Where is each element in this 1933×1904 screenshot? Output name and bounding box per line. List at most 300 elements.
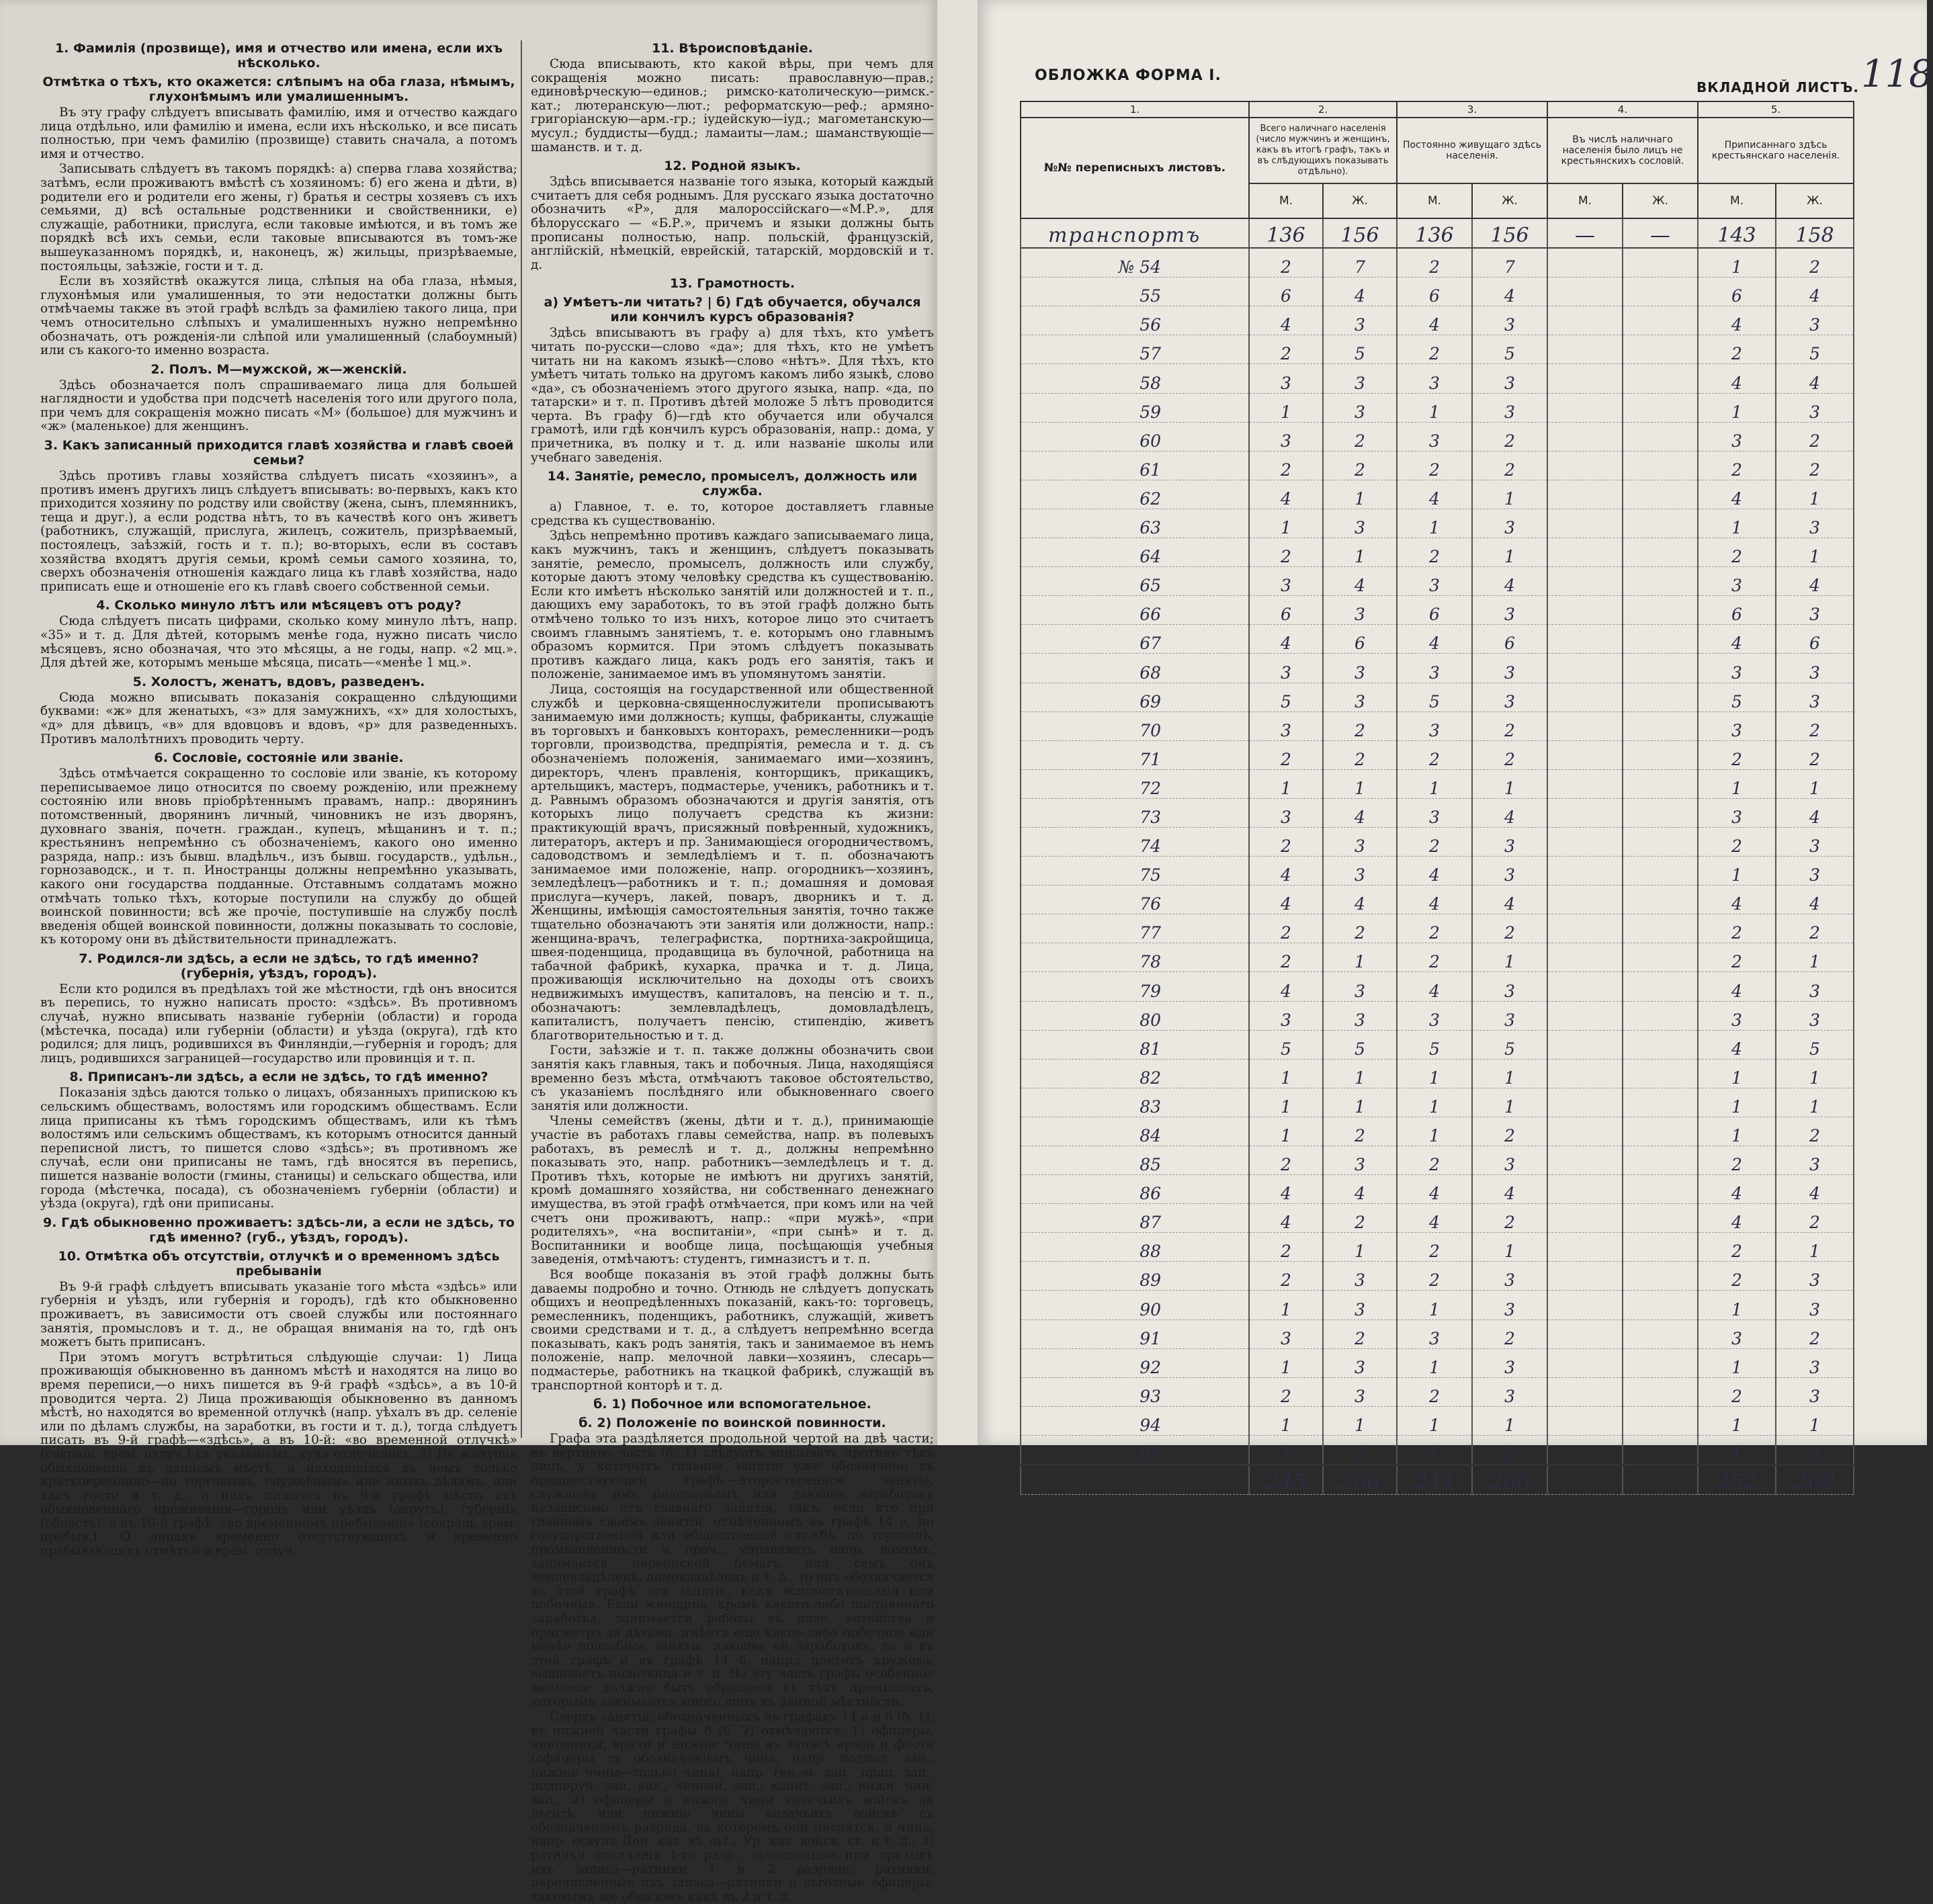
- col3-male-header: М.: [1397, 183, 1472, 218]
- count-cell-m5: 4: [1698, 1030, 1776, 1059]
- handwritten-page-number: 118: [1861, 52, 1933, 96]
- count-cell-m2: 3: [1249, 1319, 1323, 1348]
- count-cell-m3: 3: [1397, 654, 1472, 683]
- table-row: [1021, 1406, 1854, 1435]
- paper-insert-strip: [937, 0, 978, 1445]
- count-cell-m3: 2: [1397, 335, 1472, 364]
- count-cell-f2: 1: [1323, 943, 1397, 972]
- count-cell-f2: 2: [1323, 914, 1397, 943]
- count-cell-f5: 1: [1776, 943, 1854, 972]
- count-cell-f5: 2: [1776, 740, 1854, 769]
- count-cell-m5: 1: [1698, 1348, 1776, 1377]
- table-row: [1021, 306, 1854, 335]
- sheet-number-cell: 67: [1021, 625, 1249, 654]
- count-cell-f4: [1623, 567, 1698, 596]
- count-cell-f5: 3: [1776, 857, 1854, 885]
- table-row: [1021, 1348, 1854, 1377]
- count-cell-m2: 3: [1249, 798, 1323, 827]
- count-cell-f4: [1623, 943, 1698, 972]
- table-row: [1021, 798, 1854, 827]
- count-cell-f5: 6: [1776, 625, 1854, 654]
- sheet-number-cell: 61: [1021, 451, 1249, 480]
- count-cell-m2: 4: [1249, 306, 1323, 335]
- sheet-number-cell: 87: [1021, 1204, 1249, 1233]
- table-row: [1021, 422, 1854, 451]
- count-cell-f2: 5: [1323, 1030, 1397, 1059]
- count-cell-m4: [1547, 538, 1623, 567]
- count-cell-f2: 2: [1323, 740, 1397, 769]
- table-row: [1021, 1175, 1854, 1204]
- table-row: [1021, 1204, 1854, 1233]
- count-cell-f2: 1: [1323, 480, 1397, 509]
- count-cell-m2: 4: [1249, 972, 1323, 1001]
- count-cell-f3: 1: [1472, 1088, 1547, 1117]
- table-row: [1021, 1146, 1854, 1175]
- count-cell-m4: [1547, 1059, 1623, 1088]
- count-cell-f4: [1623, 393, 1698, 422]
- table-row: [1021, 1059, 1854, 1088]
- count-cell-f2: 5: [1323, 335, 1397, 364]
- count-cell-f3: 1: [1472, 480, 1547, 509]
- col2-male-header: М.: [1249, 183, 1323, 218]
- count-cell-m4: —: [1547, 218, 1623, 248]
- count-cell-m5: 1: [1698, 769, 1776, 798]
- sheet-number-cell: 68: [1021, 654, 1249, 683]
- count-cell-m4: [1547, 1435, 1623, 1465]
- table-row: [1021, 1001, 1854, 1030]
- section-heading: 8. Приписанъ-ли здѣсь, а если не здѣсь, то гдѣ именно?: [69, 1070, 488, 1085]
- count-cell-m3: 3: [1397, 711, 1472, 740]
- count-cell-m4: [1547, 335, 1623, 364]
- instruction-paragraph: Здѣсь вписывается названіе того языка, который каждый считаетъ для себя роднымъ. Для русскаго языка достаточно обозначить «Р», для малороссійскаго—«М.Р.», для бѣлорусскаго — «Б.Р.», причемъ и языки должны быть прописаны полностью, напр. польскій, французскій, англійскій, нѣмецкій, еврейскій, татарскій, мордовскій и т. д.: [531, 175, 934, 272]
- sheet-number-cell: 58: [1021, 364, 1249, 393]
- col4-number: 4.: [1547, 101, 1698, 118]
- count-cell-m2: 1: [1249, 509, 1323, 537]
- col1-number: 1.: [1021, 101, 1249, 118]
- count-cell-f4: [1623, 1088, 1698, 1117]
- count-cell-m5: 3: [1698, 654, 1776, 683]
- count-cell-m2: 5: [1249, 1030, 1323, 1059]
- count-cell-m2: 1: [1249, 1348, 1323, 1377]
- count-cell-m5: 1: [1698, 1117, 1776, 1145]
- count-cell-m4: [1547, 509, 1623, 537]
- count-cell-m3: 3: [1397, 1319, 1472, 1348]
- count-cell-f5: 1: [1776, 1059, 1854, 1088]
- count-cell-m3: 4: [1397, 1175, 1472, 1204]
- count-cell-f3: 3: [1472, 509, 1547, 537]
- count-cell-m2: 2: [1249, 1377, 1323, 1406]
- sheet-number-cell: 60: [1021, 422, 1249, 451]
- count-cell-m3: 2: [1397, 914, 1472, 943]
- count-cell-f5: 5: [1776, 335, 1854, 364]
- count-cell-f5: 2: [1776, 914, 1854, 943]
- count-cell-m3: 2: [1397, 1233, 1472, 1262]
- sheet-number-cell: 81: [1021, 1030, 1249, 1059]
- col5-male-header: М.: [1698, 183, 1776, 218]
- count-cell-m4: [1547, 1291, 1623, 1319]
- instruction-paragraph: Въ 9-й графѣ слѣдуетъ вписывать указаніе того мѣста «здѣсь» или губернія и уѣздъ, или губернія и городъ), гдѣ кто обыкновенно проживаетъ, въ зависимости отъ своей службы или постояннаго занятія, промысловъ и т. д., не обращая вниманія на то, гдѣ онъ можетъ быть приписанъ.: [40, 1279, 517, 1350]
- total-cell-m4: [1547, 1465, 1623, 1495]
- count-cell-m5: 4: [1698, 364, 1776, 393]
- count-cell-m2: 2: [1249, 914, 1323, 943]
- count-cell-f5: 3: [1776, 654, 1854, 683]
- count-cell-f5: 2: [1776, 1319, 1854, 1348]
- count-cell-m2: 3: [1249, 567, 1323, 596]
- count-cell-m2: 1: [1249, 1435, 1323, 1465]
- count-cell-m4: [1547, 1348, 1623, 1377]
- count-cell-f4: [1623, 914, 1698, 943]
- count-cell-f3: 3: [1472, 827, 1547, 856]
- count-cell-f3: 3: [1472, 596, 1547, 625]
- count-cell-f2: 3: [1323, 857, 1397, 885]
- count-cell-m3: 1: [1397, 1406, 1472, 1435]
- sheet-number-cell: 91: [1021, 1319, 1249, 1348]
- count-cell-m3: 3: [1397, 567, 1472, 596]
- count-cell-f2: 4: [1323, 798, 1397, 827]
- count-cell-f3: 1: [1472, 538, 1547, 567]
- sheet-number-cell: 64: [1021, 538, 1249, 567]
- count-cell-f3: 2: [1472, 451, 1547, 480]
- instruction-paragraph: Сюда вписывають, кто какой вѣры, при чемъ для сокращенія можно писать: православную—прав.; единовѣрческую—единов.; римско-католическую—римск.-кат.; лютеранскую—лют.; реформатскую—реф.; армяно-григоріанскую—арм.-гр.; іудейскую—іуд.; магометанскую—мусул.; буддисты—будд.; ламаиты—лам.; шаманствующіе—шаманств. и т. д.: [531, 57, 934, 155]
- sheet-number-cell: 59: [1021, 393, 1249, 422]
- count-cell-m2: 6: [1249, 277, 1323, 306]
- table-row: [1021, 1319, 1854, 1348]
- total-cell-m3: 244: [1397, 1465, 1472, 1495]
- instruction-paragraph: Здѣсь непремѣнно противъ каждаго записываемаго лица, какъ мужчинъ, такъ и женщинъ, слѣдуетъ показывать занятіе, ремесло, промыселъ, должность или службу, которые даютъ этому человѣку средства къ существованію. Если кто имѣетъ нѣсколько занятій или должностей и т. п., дающихъ ему заработокъ, то въ этой графѣ должно быть отмѣчено только то изъ нихъ, которое лицо это считаетъ своимъ главнымъ занятіемъ, т. е. которымъ оно главнымъ образомъ кормится. При этомъ слѣдуетъ показывать противъ каждаго лица, какъ родъ его занятія, такъ и положеніе, занимаемое имъ въ упомянутомъ занятіи.: [531, 529, 934, 682]
- count-cell-m4: [1547, 654, 1623, 683]
- count-cell-m2: 3: [1249, 711, 1323, 740]
- count-cell-f3: 5: [1472, 335, 1547, 364]
- col4-female-header: Ж.: [1623, 183, 1698, 218]
- count-cell-m5: 1: [1698, 857, 1776, 885]
- count-cell-f2: 4: [1323, 277, 1397, 306]
- count-cell-m2: 1: [1249, 1291, 1323, 1319]
- table-row: [1021, 914, 1854, 943]
- count-cell-m4: [1547, 1406, 1623, 1435]
- count-cell-f3: 2: [1472, 1319, 1547, 1348]
- count-cell-m5: 2: [1698, 335, 1776, 364]
- count-cell-f4: [1623, 740, 1698, 769]
- count-cell-m5: 1: [1698, 248, 1776, 277]
- count-cell-f2: 3: [1323, 1262, 1397, 1291]
- count-cell-f3: 3: [1472, 1146, 1547, 1175]
- count-cell-f2: 4: [1323, 1175, 1397, 1204]
- col2-header: Всего наличнаго населенія (число мужчинъ и женщинъ, какъ въ итогѣ графъ, такъ и въ слѣдующихъ показывать отдѣльно).: [1249, 118, 1397, 183]
- count-cell-m2: 3: [1249, 364, 1323, 393]
- count-cell-f5: 3: [1776, 1291, 1854, 1319]
- instruction-paragraph: Лица, состоящія на государственной или общественной службѣ и церковна-священнослужители прописываютъ занимаемую ими должность; купцы, фабриканты, служащіе въ торговыхъ и банковыхъ конторахъ, ремесленники—родъ торговли, производства, предпріятія, ремесла и т. д. съ обозначеніемъ положенія, занимаемаго ими—хозяинъ, директоръ, членъ правленія, конторщикъ, прикащикъ, артельщикъ, мастеръ, подмастерье, ученикъ, работникъ и т. д. Равнымъ образомъ обозначаются и другія занятія, отъ которыхъ лицо получаетъ средства къ жизни: практикующій врачъ, присяжный повѣренный, художникъ, литераторъ, актеръ и пр. Занимающіеся огородничествомъ, садоводствомъ и земледѣліемъ и т. п. обозначаютъ занимаемое ими положеніе, напр. огородникъ—хозяинъ, земледѣлецъ—работникъ и т. п.; домашняя и домовая прислуга—кучеръ, лакей, поваръ, дворникъ и т. д. Женщины, имѣющія самостоятельныя занятія, точно также тщательно обозначаютъ эти занятія или должности, напр.: женщина-врачъ, телеграфистка, портниха-закройщица, швея-поденщица, продавщица въ булочной, работница на табачной фабрикѣ, кухарка, прачка и т. д. Лица, проживающія исключительно на доходы отъ своихъ недвижимыхъ имуществъ, капиталовъ, на пенсію и т. п., обозначаютъ: землевладѣлецъ, домовладѣлецъ, капиталистъ, получаетъ пенсію, стипендію, живетъ благотворительностью и т. д.: [531, 682, 934, 1043]
- count-cell-f2: 1: [1323, 769, 1397, 798]
- count-cell-f4: [1623, 364, 1698, 393]
- table-row: [1021, 509, 1854, 537]
- count-cell-f4: [1623, 1233, 1698, 1262]
- count-cell-m4: [1547, 943, 1623, 972]
- count-cell-f2: 3: [1323, 1291, 1397, 1319]
- count-cell-f2: 2: [1323, 422, 1397, 451]
- count-cell-m3: 1: [1397, 1117, 1472, 1145]
- count-cell-m3: 4: [1397, 625, 1472, 654]
- count-cell-m5: 4: [1698, 885, 1776, 914]
- count-cell-f5: 3: [1776, 1348, 1854, 1377]
- instructions-column-1: [40, 37, 517, 1559]
- sheet-number-cell: 66: [1021, 596, 1249, 625]
- count-cell-f5: 4: [1776, 885, 1854, 914]
- total-cell-f2: 266: [1323, 1465, 1397, 1495]
- count-cell-m2: 2: [1249, 538, 1323, 567]
- count-cell-f3: 3: [1472, 1348, 1547, 1377]
- count-cell-f2: 3: [1323, 1001, 1397, 1030]
- count-cell-f5: 3: [1776, 393, 1854, 422]
- count-cell-f5: 2: [1776, 248, 1854, 277]
- instruction-paragraph: Здѣсь противъ главы хозяйства слѣдуетъ писать «хозяинъ», а противъ именъ другихъ лицъ слѣдуетъ вписывать: во-первыхъ, какъ кто приходится хозяину по родству или свойству (жена, сынъ, племянникъ, теща и друг.), а если родства нѣтъ, то въ качествѣ кого онъ живетъ (работникъ, служащій, прислуга, жилецъ, сожитель, призрѣваемый, постоялецъ, заѣзжій, гость и т. п.); во-вторыхъ, если въ составъ хозяйства входятъ другія семьи, кромѣ семьи самого хозяина, то, сверхъ обозначенія отношенія каждаго лица къ главѣ хозяйства, надо приписать еще и отношеніе его къ главѣ своего собственной семьи.: [40, 469, 517, 594]
- count-cell-m4: [1547, 1233, 1623, 1262]
- count-cell-f5: 3: [1776, 827, 1854, 856]
- count-cell-f2: 3: [1323, 1348, 1397, 1377]
- count-cell-m2: 3: [1249, 422, 1323, 451]
- count-cell-f5: 3: [1776, 1377, 1854, 1406]
- sheet-number-cell: 79: [1021, 972, 1249, 1001]
- count-cell-f2: 2: [1323, 1435, 1397, 1465]
- col1-header: №№ переписныхъ листовъ.: [1021, 118, 1249, 218]
- count-cell-m5: 2: [1698, 914, 1776, 943]
- count-cell-f3: 2: [1472, 914, 1547, 943]
- count-cell-f3: 156: [1472, 218, 1547, 248]
- sheet-number-cell: 57: [1021, 335, 1249, 364]
- count-cell-f2: 2: [1323, 451, 1397, 480]
- instructions-page: [0, 0, 937, 1904]
- count-cell-f4: [1623, 769, 1698, 798]
- count-cell-f5: 3: [1776, 1146, 1854, 1175]
- table-row: [1021, 248, 1854, 277]
- count-cell-f3: 3: [1472, 306, 1547, 335]
- sheet-number-cell: транспортъ: [1021, 218, 1249, 248]
- count-cell-f5: 4: [1776, 798, 1854, 827]
- count-cell-m2: 6: [1249, 596, 1323, 625]
- section-heading: Отмѣтка о тѣхъ, кто окажется: слѣпымъ на оба глаза, нѣмымъ, глухонѣмымъ или умалишеннымъ.: [42, 75, 515, 104]
- sheet-number-cell: 90: [1021, 1291, 1249, 1319]
- count-cell-m4: [1547, 914, 1623, 943]
- count-cell-m3: 1: [1397, 769, 1472, 798]
- count-cell-f5: 2: [1776, 1435, 1854, 1465]
- count-cell-m2: 2: [1249, 740, 1323, 769]
- count-cell-f4: [1623, 683, 1698, 711]
- count-cell-m2: 136: [1249, 218, 1323, 248]
- count-cell-m3: 2: [1397, 740, 1472, 769]
- count-cell-m5: 3: [1698, 711, 1776, 740]
- count-cell-m5: 1: [1698, 1088, 1776, 1117]
- total-cell-f3: 266: [1472, 1465, 1547, 1495]
- count-cell-f4: [1623, 1001, 1698, 1030]
- table-row: [1021, 277, 1854, 306]
- count-cell-f3: 3: [1472, 857, 1547, 885]
- total-cell-sheet: [1021, 1465, 1249, 1495]
- count-cell-f4: [1623, 827, 1698, 856]
- count-cell-m3: 1: [1397, 1059, 1472, 1088]
- count-cell-f4: [1623, 1348, 1698, 1377]
- sheet-number-cell: 88: [1021, 1233, 1249, 1262]
- count-cell-m3: 6: [1397, 277, 1472, 306]
- count-cell-m5: 1: [1698, 1059, 1776, 1088]
- sheet-number-cell: 65: [1021, 567, 1249, 596]
- table-row: [1021, 1117, 1854, 1145]
- count-cell-m2: 4: [1249, 1175, 1323, 1204]
- count-cell-f4: [1623, 625, 1698, 654]
- count-cell-f4: [1623, 422, 1698, 451]
- count-cell-f5: 2: [1776, 1204, 1854, 1233]
- table-row: [1021, 683, 1854, 711]
- table-row: [1021, 885, 1854, 914]
- sheet-number-cell: 56: [1021, 306, 1249, 335]
- count-cell-m3: 1: [1397, 509, 1472, 537]
- count-cell-f4: [1623, 509, 1698, 537]
- count-cell-f3: 4: [1472, 885, 1547, 914]
- count-cell-m4: [1547, 1319, 1623, 1348]
- count-cell-f5: 3: [1776, 1001, 1854, 1030]
- table-row: [1021, 1088, 1854, 1117]
- count-cell-f3: 3: [1472, 364, 1547, 393]
- count-cell-f4: [1623, 306, 1698, 335]
- count-cell-f4: [1623, 1377, 1698, 1406]
- count-cell-m5: 1: [1698, 509, 1776, 537]
- section-heading: 1. Фамилія (прозвище), имя и отчество или имена, если ихъ нѣсколько.: [54, 41, 503, 71]
- count-cell-f5: 3: [1776, 306, 1854, 335]
- instruction-paragraph: а) Главное, т. е. то, которое доставляетъ главные средства къ существованію.: [531, 500, 934, 528]
- count-cell-f2: 1: [1323, 1406, 1397, 1435]
- table-row: [1021, 393, 1854, 422]
- sheet-number-cell: 94: [1021, 1406, 1249, 1435]
- count-cell-m2: 4: [1249, 1204, 1323, 1233]
- table-row: [1021, 769, 1854, 798]
- count-cell-f3: 3: [1472, 1377, 1547, 1406]
- instruction-paragraph: Члены семействъ (жены, дѣти и т. д.), принимающіе участіе въ работахъ главы семейства, напр. въ полевыхъ работахъ, въ ремеслѣ и т. д., должны непремѣнно показывать это, напр. работникъ—земледѣлецъ и т. д. Противъ тѣхъ, которые не имѣютъ ни другихъ занятій, кромѣ домашняго хозяйства, ни собственнаго денежнаго имущества, въ этой графѣ отмѣчается, при комъ или на чей счетъ они проживаютъ, напр.: «при мужѣ», «при родителяхъ», «на воспитаніи», «при сынѣ» и т. д. Воспитанники и вообще лица, посѣщающія учебныя заведенія, отмѣчаютъ: студентъ, гимназистъ и т. п.: [531, 1114, 934, 1267]
- sheet-number-cell: 83: [1021, 1088, 1249, 1117]
- count-cell-m4: [1547, 1117, 1623, 1145]
- count-cell-m2: 5: [1249, 683, 1323, 711]
- sheet-number-cell: 82: [1021, 1059, 1249, 1088]
- count-cell-f3: 2: [1472, 1204, 1547, 1233]
- count-cell-m4: [1547, 885, 1623, 914]
- sheet-number-cell: 85: [1021, 1146, 1249, 1175]
- count-cell-m3: 4: [1397, 885, 1472, 914]
- sheet-number-cell: 75: [1021, 857, 1249, 885]
- count-cell-m3: 5: [1397, 1030, 1472, 1059]
- count-cell-m3: 3: [1397, 422, 1472, 451]
- table-row: [1021, 857, 1854, 885]
- count-cell-m3: 2: [1397, 538, 1472, 567]
- count-cell-f4: [1623, 1175, 1698, 1204]
- total-cell-f4: [1623, 1465, 1698, 1495]
- count-cell-f2: 3: [1323, 596, 1397, 625]
- count-cell-m3: 6: [1397, 596, 1472, 625]
- total-cell-m5: 252: [1698, 1465, 1776, 1495]
- section-heading: а) Умѣетъ-ли читать? | б) Гдѣ обучается, обучался или кончилъ курсъ образованія?: [544, 295, 921, 325]
- count-cell-f4: [1623, 798, 1698, 827]
- sheet-number-cell: 74: [1021, 827, 1249, 856]
- count-cell-m3: 4: [1397, 972, 1472, 1001]
- count-cell-m3: 4: [1397, 306, 1472, 335]
- sheet-number-cell: 70: [1021, 711, 1249, 740]
- count-cell-f3: 4: [1472, 277, 1547, 306]
- table-row: [1021, 451, 1854, 480]
- count-cell-m5: 2: [1698, 827, 1776, 856]
- section-heading: 5. Холостъ, женатъ, вдовъ, разведенъ.: [132, 674, 425, 689]
- count-cell-m3: 3: [1397, 1001, 1472, 1030]
- count-cell-f4: [1623, 1117, 1698, 1145]
- count-cell-m5: 4: [1698, 1175, 1776, 1204]
- sheet-number-cell: № 54: [1021, 248, 1249, 277]
- count-cell-m5: 5: [1698, 683, 1776, 711]
- count-cell-m5: 4: [1698, 1204, 1776, 1233]
- table-row: [1021, 596, 1854, 625]
- count-cell-m5: 3: [1698, 1001, 1776, 1030]
- count-cell-m5: 3: [1698, 422, 1776, 451]
- census-table: [1020, 101, 1854, 1495]
- totals-row: [1021, 1465, 1854, 1495]
- section-heading: 14. Занятіе, ремесло, промыселъ, должность или служба.: [547, 469, 918, 499]
- count-cell-m5: 2: [1698, 943, 1776, 972]
- count-cell-f3: 3: [1472, 654, 1547, 683]
- section-heading: 13. Грамотность.: [669, 276, 796, 292]
- count-cell-m3: 1: [1397, 1348, 1472, 1377]
- count-cell-f5: 1: [1776, 1233, 1854, 1262]
- instruction-paragraph: Въ эту графу слѣдуетъ вписывать фамилію, имя и отчество каждаго лица отдѣльно, или фамилію и имена, если ихъ нѣсколько, и все писать полностью, при чемъ фамилію (прозвище) ставить сначала, а потомъ имя и отчество.: [40, 105, 517, 161]
- count-cell-f2: 3: [1323, 306, 1397, 335]
- count-cell-m3: 3: [1397, 798, 1472, 827]
- sheet-number-cell: 63: [1021, 509, 1249, 537]
- col5-number: 5.: [1698, 101, 1854, 118]
- count-cell-m3: 2: [1397, 1262, 1472, 1291]
- count-cell-f5: 1: [1776, 1406, 1854, 1435]
- count-cell-f2: 3: [1323, 393, 1397, 422]
- count-cell-m3: 4: [1397, 1204, 1472, 1233]
- instruction-paragraph: Здѣсь обозначается полъ спрашиваемаго лица для большей наглядности и удобства при подсчетѣ населенія того или другого пола, при чемъ для сокращенія можно писать «М» (большое) для мужчинъ и «ж» (маленькое) для женщинъ.: [40, 378, 517, 434]
- sheet-number-cell: 76: [1021, 885, 1249, 914]
- count-cell-f5: 3: [1776, 509, 1854, 537]
- table-row: [1021, 1262, 1854, 1291]
- section-heading: 3. Какъ записанный приходится главѣ хозяйства и главѣ своей семьи?: [44, 438, 514, 468]
- count-cell-f2: 3: [1323, 683, 1397, 711]
- count-cell-m3: 136: [1397, 218, 1472, 248]
- instructions-column-2: [531, 37, 934, 1904]
- count-cell-m4: [1547, 711, 1623, 740]
- count-cell-f4: [1623, 857, 1698, 885]
- count-cell-m3: 2: [1397, 1146, 1472, 1175]
- instruction-paragraph: Здѣсь отмѣчается сокращенно то сословіе или званіе, къ которому переписываемое лицо относится по своему рожденію, или прежнему состоянію или вновь пріобрѣтеннымъ правамъ, напр.: дворянинъ потомственный, дворянинъ личный, чиновникъ не изъ дворянъ, духовнаго званія, почетн. граждан., купецъ, мѣщанинъ и т. п.; крестьянинъ непремѣнно съ обозначеніемъ, какого оно именно разряда, напр.: изъ бывш. владѣльч., изъ бывш. государств., удѣльн., горнозаводск., и т. п. Иностранцы должны непремѣнно указывать, какого они государства подданные. Отставнымъ солдатамъ можно отмѣчать только тѣхъ, которые поступили на службу до общей воинской повинности; всѣ же прочіе, поступившіе на службу послѣ введенія общей воинской повинности, должны показывать то сословіе, къ которому они въ дѣйствительности принадлежатъ.: [40, 767, 517, 947]
- count-cell-f5: 3: [1776, 972, 1854, 1001]
- table-row: [1021, 364, 1854, 393]
- table-row: [1021, 1377, 1854, 1406]
- table-row: [1021, 625, 1854, 654]
- count-cell-m4: [1547, 798, 1623, 827]
- count-cell-f4: [1623, 480, 1698, 509]
- count-cell-m4: [1547, 740, 1623, 769]
- table-row: [1021, 1030, 1854, 1059]
- count-cell-f4: [1623, 1204, 1698, 1233]
- count-cell-f5: 1: [1776, 769, 1854, 798]
- sheet-number-cell: 89: [1021, 1262, 1249, 1291]
- table-row: [1021, 538, 1854, 567]
- instruction-paragraph: Гости, заѣзжіе и т. п. также должны обозначить свои занятія какъ главныя, такъ и побочныя. Лица, находящіяся временно безъ мѣста, отмѣчаютъ таковое обстоятельство, съ указаніемъ послѣдняго или обыкновеннаго своего занятія или должности.: [531, 1043, 934, 1113]
- table-row: [1021, 711, 1854, 740]
- count-cell-f2: 2: [1323, 711, 1397, 740]
- count-cell-m3: 1: [1397, 393, 1472, 422]
- form-subtitle: ВКЛАДНОЙ ЛИСТЪ.: [1696, 79, 1859, 95]
- sheet-number-cell: 69: [1021, 683, 1249, 711]
- count-cell-f4: [1623, 1059, 1698, 1088]
- total-cell-m2: 245: [1249, 1465, 1323, 1495]
- count-cell-f2: 6: [1323, 625, 1397, 654]
- count-cell-m4: [1547, 364, 1623, 393]
